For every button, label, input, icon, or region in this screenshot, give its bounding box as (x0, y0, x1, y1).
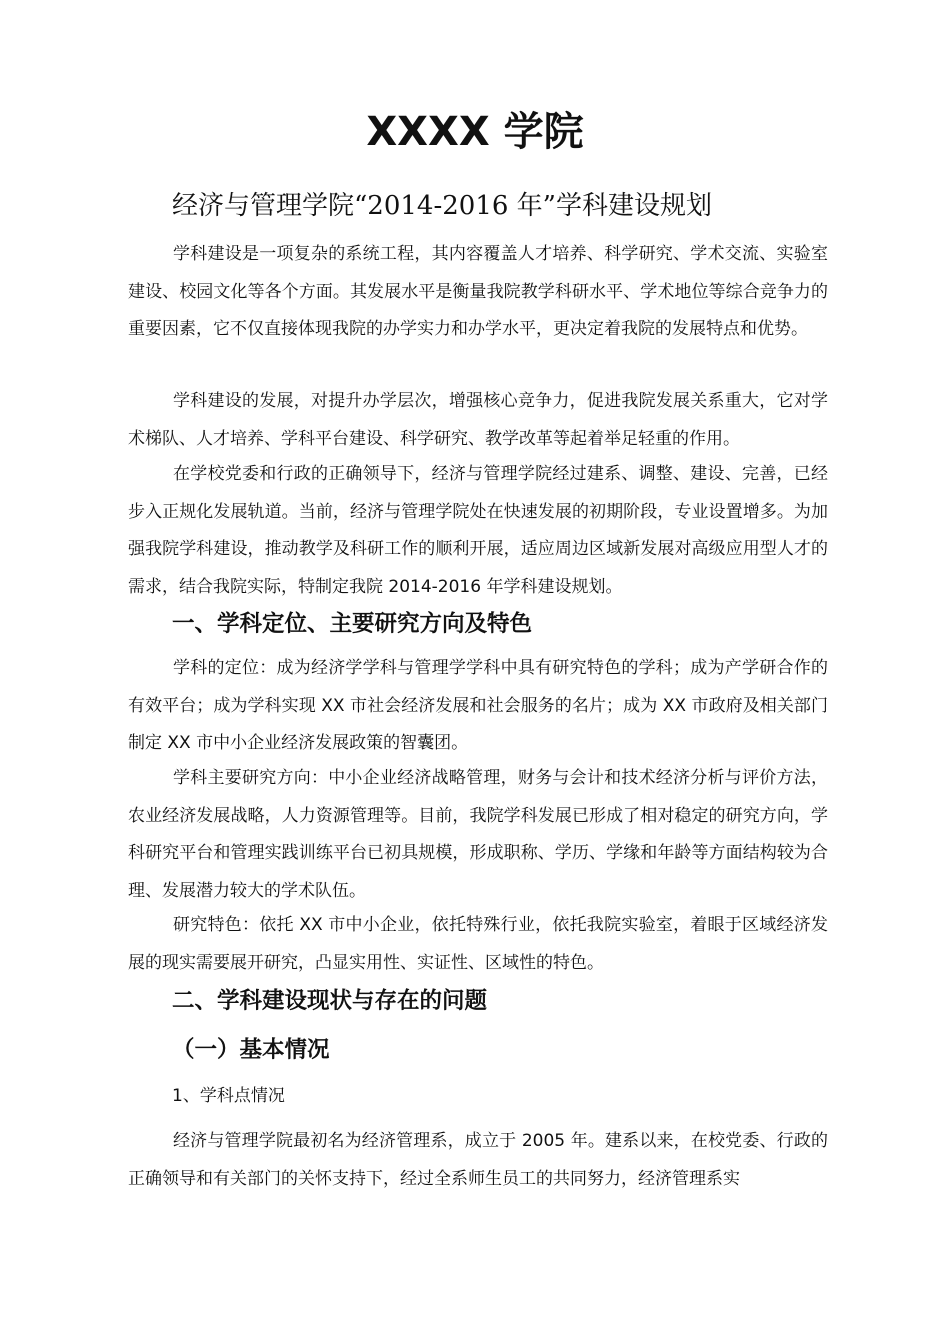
section-2-heading: 二、学科建设现状与存在的问题 (172, 988, 488, 1014)
section-1-heading: 一、学科定位、主要研究方向及特色 (172, 611, 533, 637)
section-2-item-heading: 1、学科点情况 (172, 1086, 285, 1106)
section-1-paragraph-2: 学科主要研究方向：中小企业经济战略管理，财务与会计和技术经济分析与评价方法，农业经济发展战略，人力资源管理等。目前，我院学科发展已形成了相对稳定的研究方向，学科研究平台和管理实践训练平台已初具规模，形成职称、学历、学缘和年龄等方面结构较为合理、发展潜力较大的学术队伍。 (128, 768, 828, 901)
intro-paragraph-2: 学科建设的发展，对提升办学层次，增强核心竞争力，促进我院发展关系重大，它对学术梯队、人才培养、学科平台建设、科学研究、教学改革等起着举足轻重的作用。 (128, 391, 828, 449)
section-1-paragraph-1: 学科的定位：成为经济学学科与管理学学科中具有研究特色的学科；成为产学研合作的有效平台；成为学科实现 XX 市社会经济发展和社会服务的名片；成为 XX 市政府及相关部门制定 XX 市中小企业经济发展政策的智囊团。 (128, 658, 828, 753)
section-2-subheading: （一）基本情况 (172, 1037, 330, 1063)
section-1-paragraph-3: 研究特色：依托 XX 市中小企业，依托特殊行业，依托我院实验室，着眼于区域经济发展的现实需要展开研究，凸显实用性、实证性、区域性的特色。 (128, 915, 828, 973)
intro-paragraph-3: 在学校党委和行政的正确领导下，经济与管理学院经过建系、调整、建设、完善，已经步入正规化发展轨道。当前，经济与管理学院处在快速发展的初期阶段，专业设置增多。为加强我院学科建设，推动教学及科研工作的顺利开展，适应周边区域新发展对高级应用型人才的需求，结合我院实际，特制定我院 2014-2016 年学科建设规划。 (128, 464, 828, 597)
document-subtitle: 经济与管理学院“2014-2016 年”学科建设规划 (172, 191, 712, 221)
intro-paragraph-1: 学科建设是一项复杂的系统工程，其内容覆盖人才培养、科学研究、学术交流、实验室建设、校园文化等各个方面。其发展水平是衡量我院教学科研水平、学术地位等综合竞争力的重要因素，它不仅直接体现我院的办学实力和办学水平，更决定着我院的发展特点和优势。 (128, 244, 828, 339)
document-title: XXXX 学院 (366, 109, 584, 155)
section-2-paragraph-1: 经济与管理学院最初名为经济管理系，成立于 2005 年。建系以来，在校党委、行政的正确领导和有关部门的关怀支持下，经过全系师生员工的共同努力，经济管理系实 (128, 1131, 828, 1189)
